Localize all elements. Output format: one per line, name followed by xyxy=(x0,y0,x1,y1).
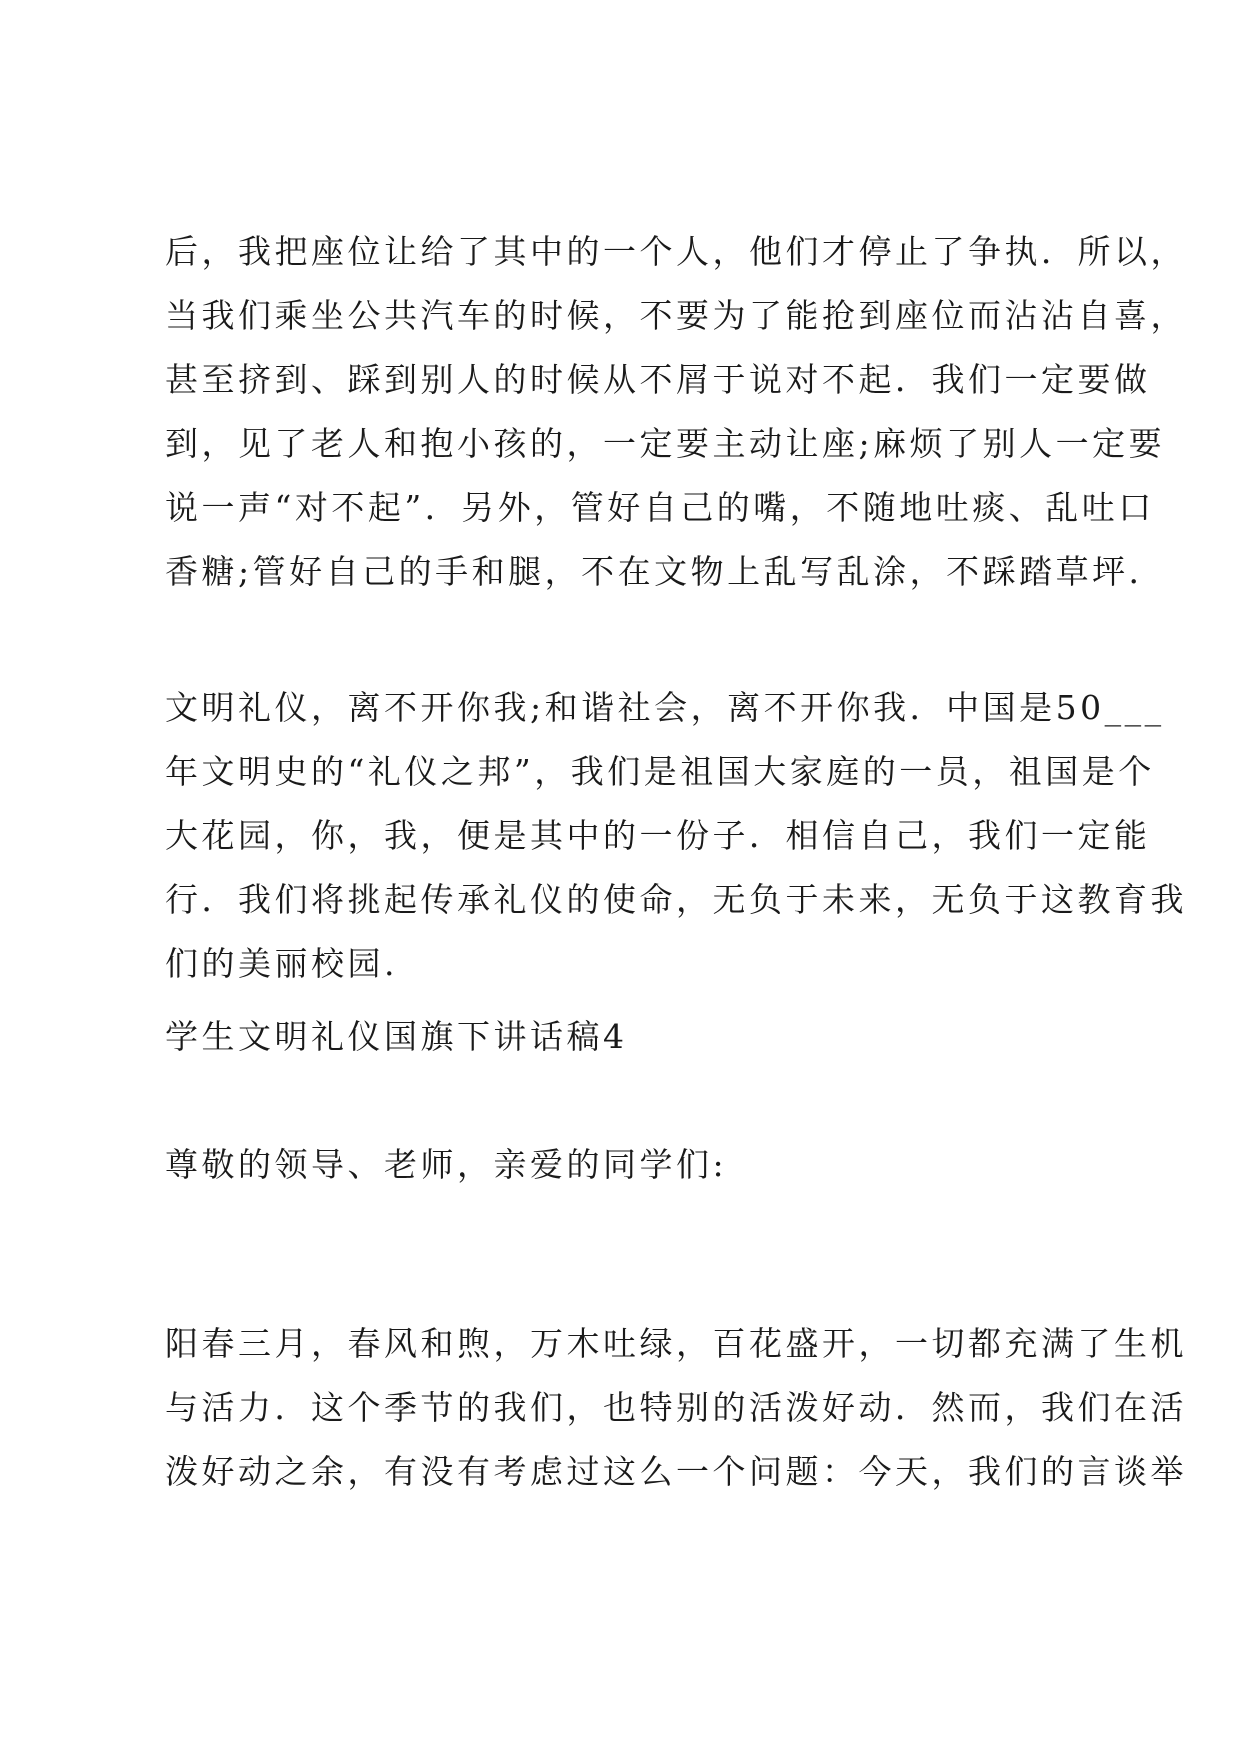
paragraph-2 xyxy=(165,676,1187,996)
paragraph-line: 说一声“对不起”．另外，管好自己的嘴，不随地吐痰、乱吐口 xyxy=(165,488,1155,527)
paragraph-line: 阳春三月，春风和煦，万木吐绿，百花盛开，一切都充满了生机 xyxy=(165,1324,1187,1363)
paragraph-line: 与活力．这个季节的我们，也特别的活泼好动．然而，我们在活 xyxy=(165,1388,1187,1427)
section-heading xyxy=(165,1005,1095,1069)
paragraph-3 xyxy=(165,1312,1187,1504)
paragraph-line: 们的美丽校园. xyxy=(165,944,398,983)
paragraph-line: 泼好动之余，有没有考虑过这么一个问题：今天，我们的言谈举 xyxy=(165,1452,1187,1491)
greeting xyxy=(165,1133,1095,1197)
paragraph-line: 大花园，你，我，便是其中的一份子．相信自己，我们一定能 xyxy=(165,816,1151,855)
paragraph-line: 文明礼仪，离不开你我;和谐社会，离不开你我．中国是50___ xyxy=(165,688,1165,727)
paragraph-line: 年文明史的“礼仪之邦”，我们是祖国大家庭的一员，祖国是个 xyxy=(165,752,1155,791)
paragraph-line: 到，见了老人和抱小孩的，一定要主动让座;麻烦了别人一定要 xyxy=(165,424,1166,463)
paragraph-1 xyxy=(165,220,1187,604)
paragraph-line: 香糖;管好自己的手和腿，不在文物上乱写乱涂，不踩踏草坪． xyxy=(165,552,1166,591)
paragraph-line: 行．我们将挑起传承礼仪的使命，无负于未来，无负于这教育我 xyxy=(165,880,1187,919)
paragraph-line: 后，我把座位让给了其中的一个人，他们才停止了争执．所以， xyxy=(165,232,1187,271)
paragraph-line: 甚至挤到、踩到别人的时候从不屑于说对不起．我们一定要做 xyxy=(165,360,1151,399)
heading-text: 学生文明礼仪国旗下讲话稿4 xyxy=(165,1017,628,1056)
paragraph-line: 当我们乘坐公共汽车的时候，不要为了能抢到座位而沾沾自喜， xyxy=(165,296,1187,335)
greeting-text: 尊敬的领导、老师，亲爱的同学们: xyxy=(165,1145,728,1184)
